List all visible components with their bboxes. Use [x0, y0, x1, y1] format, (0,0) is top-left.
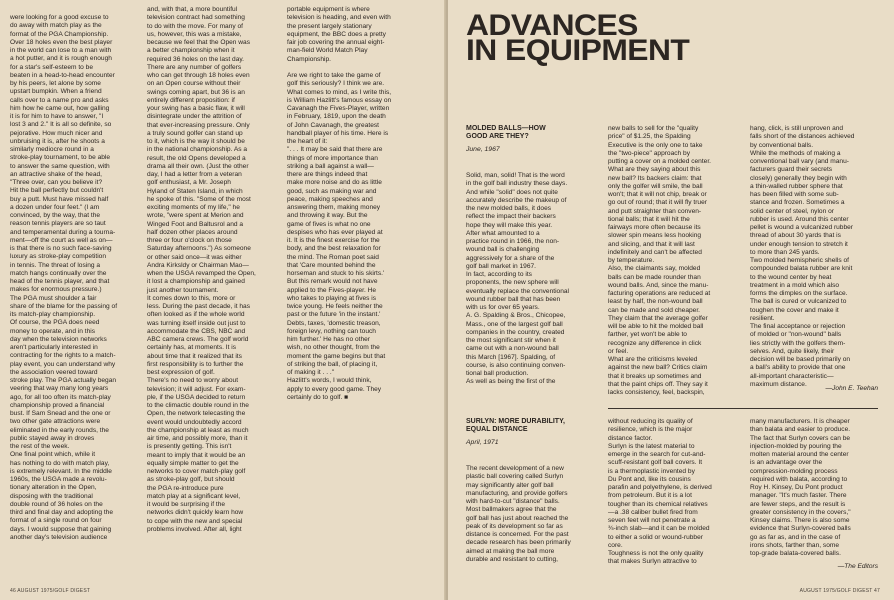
right-page: [448, 0, 894, 600]
left-page-column-2: and, with that, a more bountiful television contract had something to do with the move. For many of us, however, this was a mistake, because we feel that the Open was a better championship when it required 36 holes on the last day. There are any number of golfers who can get through 18 holes even on an Open course without their swings coming apart, but 36 is an entirely different proposition: if your swing has a basic flaw, it will disintegrate under the attrition of that ever-increasing pressure. Only a truly sound golfer can stand up to it, which is the way it should be in the national championship. As a result, the old Opens developed a drama all their own. (Just the other day, I had a letter from a veteran golf enthusiast, a Mr. Joseph Hyland of Staten Island, in which he spoke of this. "Some of the most exciting moments of my life," he wrote, "were spent at Merion and Winged Foot and Baltusrol and a half dozen other places around three or four o'clock on those Saturday afternoons.") As someone or other said once—it was either Andra Kirksldy or Chairman Mao— when the USGA revamped the Open, it lost a championship and gained just another tournament. It comes down to this, more or less. During the past decade, it has often looked as if the whole world was turning itself inside out just to accommodate the CBS, NBC and ABC camera crews. The golf world certainly has, at moments. It is about time that it realized that its first responsibility is to further the best expression of golf. There's no need to worry about television; it will adjust. For exam- ple, if the USGA decided to return to the climactic double round in the Open, the network telecasting the event would undoubtedly accord the championship at least as much air time, and possibly more, than it is presently getting. This isn't meant to imply that it would be an equally simple matter to get the networks to cover match-play golf as stroke-play golf, but should the PGA re-introduce pure match play at a significant level, it would be surprising if the networks didn't quickly learn how to cope with the new and special problems involved. After all, light: [147, 6, 256, 533]
article-1-title: MOLDED BALLS—HOW GOOD ARE THEY?: [466, 125, 546, 140]
article-2-column-3: many manufacturers. It is cheaper than balata and easier to produce. The fact that Surlyn covers can be injection-molded by pouring the molten material around the center is an advantage over the compression-molding process required with balata, according to Roy H. Kinsey, Du Pont product manager. "It's much faster. There are fewer steps, and the result is greater consistency in the covers," Kinsey claims. There is also some evidence that Surlyn-covered balls go as far as, and in the case of irons shots, farther than, some top-grade balata-covered balls.: [750, 418, 851, 557]
left-page-column-1: were looking for a good excuse to do away with match play as the format of the PGA Championship. Over 18 holes even the best player in the world can lose to a man with a hot putter, and it is rough enough for a star's self-esteem to be beaten in a head-to-head encounter by his peers, let alone by some upstart bumpkin. When a friend calls over to a name pro and asks him how he came out, how galling it is for him to have to answer, "I lost 3 and 2." It is all so definite, so pejorative. How much nicer and unbruising it is, after he shoots a similarly mediocre round in a stroke-play tournament, to be able to answer the same question, with an attractive shake of the head, "Three over, can you believe it? Hit the ball perfectly but couldn't buy a putt. Must have missed half a dozen under four feet." (I am convinced, by the way, that the reason tennis players are so taut and temperamental during a tourna- ment—off the court as well as on— is that there is no such face-saving luxury as stroke-play competition in tennis. The threat of losing a match hangs continually over the head of the tennis player, and that makes for enormous pressure.) The PGA must shoulder a fair share of the blame for the passing of its match-play championship. Of course, the PGA does need money to operate, and in this day when the television networks aren't particularly interested in contracting for the rights to a match- play event, you can understand why the association veered toward stroke play. The PGA actually began veering that way many long years ago, for all too often its match-play championship proved a financial bust. If Sam Snead and the one or two other gate attractions were eliminated in the early rounds, the public stayed away in droves the rest of the week. One final point which, while it has nothing to do with match play, is extremely relevant. In the middle 1960s, the USGA made a revolu- tionary alteration in the Open, disposing with the traditional double round of 36 holes on the third and final day and adopting the format of a single round on four days. I would suppose that gaining another day's television audience: [10, 14, 118, 541]
left-page: [0, 0, 446, 600]
article-2-column-1: The recent development of a new plastic ball covering called Surlyn may significantly alter golf ball manufacturing, and provide golfers with hard-to-cut "distance" balls. Most ballmakers agree that the golf ball has just about reached the peak of its development so far as distance is concerned. For the past decade research has been primarily aimed at making the ball more durable and resistant to cutting,: [466, 465, 571, 563]
article-2-column-2: without reducing its quality of resilience, which is the major distance factor. Surlyn is the latest material to emerge in the search for cut-and- scuff-resistant golf ball covers. It is a thermoplastic invented by Du Pont and, like its cousins parafin and polyethylene, is derived from petroleum. But it is a lot tougher than its chemical relatives —a .38 caliber bullet fired from seven feet will not penetrate a ¾-inch slab—and it can be molded to either a solid or wound-rubber core. Toughness is not the only quality that makes Surlyn attractive to: [608, 418, 712, 566]
article-1-date: June, 1967: [466, 146, 500, 153]
article-2-date: April, 1971: [466, 439, 499, 446]
left-page-column-3: portable equipment is where television is heading, and even with the present largely stationary equipment, the BBC does a pretty fair job covering the annual eight- man-field World Match Play Championship. Are we right to take the game of golf this seriously? I think we are. What comes to mind, as I write this, is William Hazlitt's famous essay on Cavanagh the Fives-Player, written in February, 1819, upon the death of John Cavanagh, the greatest handball player of his time. Here is the heart of it: ". . . It may be said that there are things of more importance than striking a ball against a wall— there are things indeed that make more noise and do as little good, such as making war and peace, making speeches and answering them, making money and throwing it way. But the game of fives is what no one despises who has ever played at it. It is the finest exercise for the body, and the best relaxation for the mind. The Roman poet said that 'Care mounted behind the horseman and stuck to his skirts.' But this remark would not have applied to the Fives-player. He who takes to playing at fives is twice young. He feels neither the past or the future 'in the instant.' Debts, taxes, 'domestic treason, foreign levy, nothing can touch him further.' He has no other wish, no other thought, from the moment the game begins but that of striking the ball, of placing it, of making it . . ." Hazlitt's words, I would think, apply to every good game. They certainly do to golf. ■: [287, 6, 392, 401]
section-title: ADVANCES IN EQUIPMENT: [466, 9, 690, 67]
left-page-folio: 46 AUGUST 1975/GOLF DIGEST: [10, 588, 91, 594]
article-divider: [608, 408, 878, 409]
article-2-title: SURLYN: MORE DURABILITY, EQUAL DISTANCE: [466, 418, 565, 433]
article-2-signature: —The Editors: [837, 563, 878, 570]
right-page-folio: AUGUST 1975/GOLF DIGEST 47: [799, 588, 880, 594]
article-1-signature: —John E. Teehan: [825, 385, 878, 392]
article-1-column-3: hang, click, is still unproven and falls short of the distances achieved by conventional balls. While the methods of making a conventional ball vary (and manu- facturers guard their secrets closely) generally they begin with a thin-walled rubber sphere that has been filled with some sub- stance and frozen. Sometimes a solid center of steel, nylon or rubber is used. Around this center pellet is wound a vulcanized rubber thread of about 30 yards that is under enough tension to stretch it to more than 245 yards. Two molded hemispheric shells of compounded balata rubber are knit to the wound center by heat treatment in a mold which also forms the dimples on the surface. The ball is cured or vulcanized to toughen the cover and make it resilient. The final acceptance or rejection of molded or "non-wound" balls lies strictly with the golfers them- selves. And, quite likely, their decision will be based primarily on a ball's ability to provide that one all-important characteristic— maximum distance.: [750, 125, 855, 388]
article-1-column-1: Solid, man, solid! That is the word in the golf ball industry these days. And while "solid" does not quite accurately describe the makeup of the new molded balls, it does reflect the impact their backers hope they will make this year. After what amounted to a practice round in 1966, the non- wound ball is challenging aggressively for a share of the golf ball market in 1967. In fact, according to its proponents, the new sphere will eventually replace the conventional wound rubber ball that has been with us for over 65 years. A. G. Spalding & Bros., Chicopee, Mass., one of the largest golf ball companies in the country, created the most significant stir when it came out with a non-wound ball this March [1967]. Spalding, of course, is also continuing conven- tional ball production. As well as being the first of the: [466, 172, 570, 386]
article-1-column-2: new balls to sell for the "quality price" of $1.25, the Spalding Executive is the only one to take the "two-piece" approach by putting a cover on a molded center. What are they saying about this new ball? Its backers claim: that only the golfer will smile, the ball won't; that it will not chip, break or go out of round; that it will fly truer and putt straighter than conven- tional balls; that it will hit the fairways more often because its slower spin means less hooking and slicing, and that it will last indefinitely and can't be affected by temperature. Also, the claimants say, molded balls can be made rounder than wound balls. And, since the manu- facturing operations are reduced at least by half, the non-wound ball can be made and sold cheaper. They claim that the average golfer will be able to hit the molded ball farther, yet won't be able to recognize any difference in click or feel. What are the criticisms leveled against the new ball? Critics claim that it breaks up sometimes and that the paint chips off. They say it lacks consistency, feel, backspin,: [608, 125, 712, 396]
